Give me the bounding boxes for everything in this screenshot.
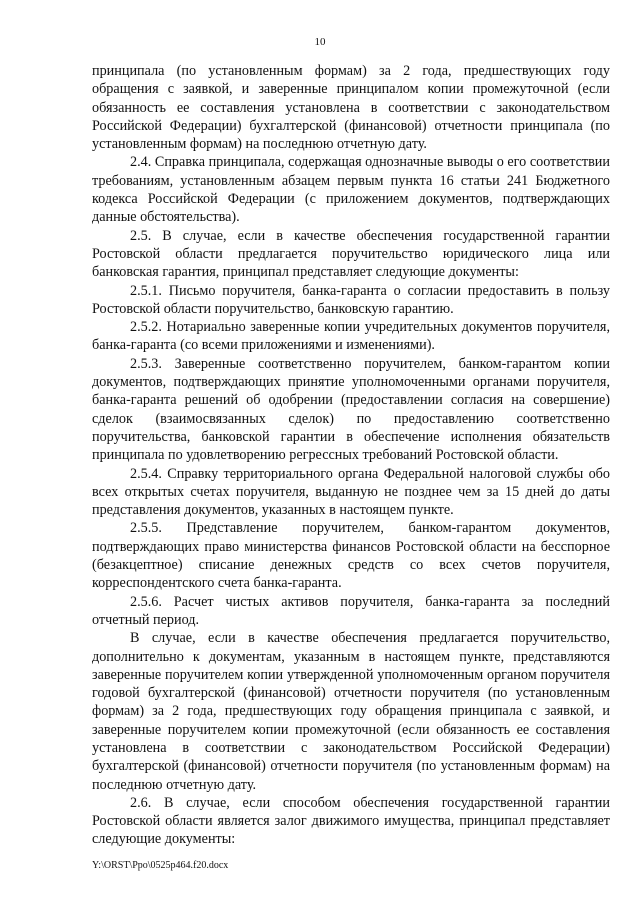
paragraph-2-5-1: 2.5.1. Письмо поручителя, банка-гаранта о согласии предоставить в пользу Ростовской области поручительство, банковскую гарантию.: [92, 282, 610, 317]
paragraph-continuation: принципала (по установленным формам) за 2 года, предшествующих году обращения с заявкой, и заверенные принципалом копии промежуточной (если обязанность ее составления установлена в соответствии с законодательством Российской Федерации) бухгалтерской (финансовой) отчетности принципала (по установленным формам) на последнюю отчетную дату.: [92, 63, 610, 153]
paragraph-2-5-2: 2.5.2. Нотариально заверенные копии учредительных документов поручителя, банка-гаранта (со всеми приложениями и изменениями).: [92, 319, 610, 354]
paragraph-2-5-6: 2.5.6. Расчет чистых активов поручителя, банка-гаранта за последний отчетный период.: [92, 593, 610, 628]
paragraph-surety-note: В случае, если в качестве обеспечения предлагается поручительство, дополнительно к документам, указанным в настоящем пункте, представляются заверенные поручителем копии утвержденной уполномоченным органом поручителя годовой бухгалтерской (финансовой) отчетности поручителя (по установленным формам) за 2 года, предшествующих году обращения принципала с заявкой, и заверенные поручителем копии промежуточной (если обязанность ее составления установлена в соответствии с законодательством Российской Федерации) бухгалтерской (финансовой) отчетности поручителя (по установленным формам) на последнюю отчетную дату.: [92, 630, 610, 793]
paragraph-2-5: 2.5. В случае, если в качестве обеспечения государственной гарантии Ростовской области предлагается поручительство юридического лица или банковская гарантия, принципал представляет следующие документы:: [92, 227, 610, 281]
document-body: [92, 62, 610, 849]
paragraph-2-4: 2.4. Справка принципала, содержащая однозначные выводы о его соответствии требованиям, установленным абзацем первым пункта 16 статьи 241 Бюджетного кодекса Российской Федерации (с приложением документов, подтверждающих данные обстоятельства).: [92, 154, 610, 226]
page-number: 10: [314, 36, 326, 48]
paragraph-2-6: 2.6. В случае, если способом обеспечения государственной гарантии Ростовской области является залог движимого имущества, принципал представляет следующие документы:: [92, 794, 610, 848]
paragraph-2-5-4: 2.5.4. Справку территориального органа Федеральной налоговой службы обо всех открытых счетах поручителя, выданную не позднее чем за 15 дней до даты представления документов, указанных в настоящем пункте.: [92, 465, 610, 519]
paragraph-2-5-3: 2.5.3. Заверенные соответственно поручителем, банком-гарантом копии документов, подтверждающих принятие уполномоченными органами поручителя, банка-гаранта решений об одобрении (предоставлении согласия на совершение) сделок (взаимосвязанных сделок) по предоставлению соответственно поручительства, банковской гарантии в обеспечение исполнения обязательств принципала по удовлетворению регрессных требований Ростовской области.: [92, 355, 610, 464]
paragraph-2-5-5: 2.5.5. Представление поручителем, банком-гарантом документов, подтверждающих право министерства финансов Ростовской области на бесспорное (безакцептное) списание денежных средств со всех счетов поручителя, корреспондентского счета банка-гаранта.: [92, 520, 610, 592]
footer-file-path: Y:\ORST\Ppo\0525p464.f20.docx: [92, 860, 229, 871]
